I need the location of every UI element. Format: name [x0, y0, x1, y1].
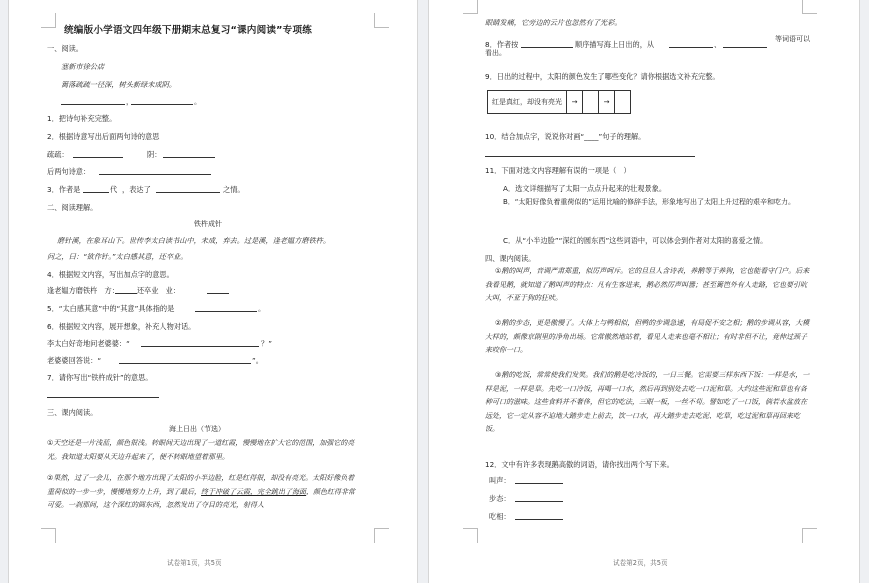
underlined-sentence: 终于冲破了云霞，完全跳出了海面 — [201, 487, 306, 496]
document-page-1: 统编版小学语文四年级下册期末总复习“课内阅读”专项练 一、阅读。 塞新市徐公店 篱落疏疏一径深，树头新绿未成阴。 ， 。 1．把诗句补充完整。 2．根据诗意写出后面两句诗的意思 疏疏： 阴： 后两句诗意： 3．作者是 代 ，表达了 之情。 二、阅读理解。 铁杵成针 磨针溪，在象耳山下。世传李太白读书山中，未成，弃去。过是溪，逢老媪方磨铁杵。 问之，曰：“欲作针。”太白感其意，还卒业。 4．根据短文内容，写出加点字的意思。 逢老媪方磨铁杵 方： 还卒业 业： 5．“太白感其意”中的“其意”具体指的是 。 6．根据短文内容，展开想象，补充人物对话。 李太白好奇地问老婆婆：“ ？” 老婆婆回答说：“ ”。 7．请你写出“铁杵成针”的意思。 三、课内阅读。 海上日出（节选） ①天空还是一片浅蓝，颜色很浅。转眼间天边出现了一道红霞，慢慢地在扩大它的范围，加强它的亮光。我知道太阳要从天边升起来了，便不转眼地望着那里。 ②果然，过了一会儿，在那个地方出现了太阳的小半边脸，红是红得很，却没有亮光。太阳好像负着重荷似的一步一步，慢慢地努力上升，到了最后，终于冲破了云霞，完全跳出了海面，颜色红得非常可爱。一刹那间，这个深红的圆东西，忽然发出了夺目的亮光，射得人 试卷第1页，共5页 — [8, 0, 418, 583]
answer-blank[interactable] — [195, 311, 257, 312]
answer-blank[interactable] — [163, 157, 215, 158]
passage-paragraph: ③鹅的吃饭，常常使我们发笑。我们的鹅是吃冷饭的，一日三餐。它需要三样东西下饭：一样是水，一样是泥，一样是草。先吃一口冷饭，再喝一口水，然后再到别处去吃一口泥和草。大约这些泥和草也有各种可口的滋味。这些食料并不奢侈，但它的吃法，三眼一板，一丝不苟。譬如吃了一口饭，倘若水盆放在远处，它一定从容不迫地大踏步走上前去，饮一口水，再大踏步走去吃泥、吃草，吃过泥和草再回来吃饭。 — [485, 371, 810, 433]
poem-title: 塞新市徐公店 — [61, 62, 105, 71]
section-heading: 二、阅读理解。 — [47, 203, 98, 212]
section-heading: 四、课内阅读。 — [485, 254, 536, 263]
answer-blank[interactable] — [141, 346, 259, 347]
flow-blank[interactable] — [583, 91, 599, 113]
page-footer: 试卷第2页，共5页 — [613, 559, 668, 567]
section-heading: 一、阅读。 — [47, 44, 83, 53]
option-a[interactable]: A．选文详细描写了太阳一点点升起来的壮观景象。 — [503, 184, 667, 193]
answer-blank[interactable] — [485, 156, 695, 157]
question-4: 4．根据短文内容，写出加点字的意思。 — [47, 270, 174, 279]
question-1: 1．把诗句补充完整。 — [47, 114, 117, 123]
answer-blank[interactable] — [61, 104, 125, 105]
answer-blank[interactable] — [119, 363, 251, 364]
question-2: 2．根据诗意写出后面两句诗的意思 — [47, 132, 160, 141]
document-page-2: 眼睛发痛，它旁边的云片也忽然有了光彩。 8．作者按 顺序描写海上日出的，从 、 等词语可以看出。 9．日出的过程中，太阳的颜色发生了哪些变化？请你根据选文补充完整。 红是真红，却没有亮光 → → 10．结合加点字，说说你对画“____”句子的理解。 11．下面对选文内容理解有误的一项是（ ） A．选文详细描写了太阳一点点升起来的壮观景象。 B．“太阳好像负着重荷似的”运用比喻的修辞手法，形象地写出了太阳上升过程的艰辛和吃力。 C．从“小半边脸”“深红的圆东西”这些词语中，可以体会到作者对太阳的喜爱之情。 四、课内阅读。 ①鹅的叫声，音调严肃郑重，似厉声呵斥。它的旦旦人含诗表，养鹅等于养狗，它也能看守门户。后来我看见鹅，就知道了鹅叫声的特点：凡有生客进来，鹅必然厉声叫嚣；甚至篱笆外有人走路，它也要引吭大叫，不亚于狗的狂吠。 ②鹅的步态，更是傲慢了。大体上与鸭相似，但鸭的步调急速，有局促不安之相；鹅的步调从容，大模大样的，颇像京剧里的净角出场。它常傲然地站着，看见人走来也毫不相让；有时非但不让，竟伸过颈子来咬你一口。 ③鹅的吃饭，常常使我们发笑。我们的鹅是吃冷饭的，一日三餐。它需要三样东西下饭：一样是水，一样是泥，一样是草。先吃一口冷饭，再喝一口水，然后再到别处去吃一口泥和草。大约这些泥和草也有各种可口的滋味。这些食料并不奢侈，但它的吃法，三眼一板，一丝不苟。譬如吃了一口饭，倘若水盆放在远处，它一定从容不迫地大踏步走上前去，饮一口水，再大踏步走去吃泥、吃草，吃过泥和草再回来吃饭。 12．文中有许多表现鹅高傲的词语，请你找出两个写下来。 叫声： 步态： 吃相： 试卷第2页，共5页 — [428, 0, 860, 583]
crop-mark — [463, 528, 478, 543]
answer-blank[interactable] — [83, 192, 109, 193]
crop-mark — [802, 528, 817, 543]
crop-mark — [41, 528, 56, 543]
flow-blank[interactable] — [615, 91, 630, 113]
story-text: 问之，曰：“欲作针。”太白感其意，还卒业。 — [47, 252, 188, 261]
flow-start: 红是真红，却没有亮光 — [488, 91, 567, 113]
poem-line: 篱落疏疏一径深，树头新绿未成阴。 — [61, 80, 177, 89]
question-9: 9．日出的过程中，太阳的颜色发生了哪些变化？请你根据选文补充完整。 — [485, 72, 720, 81]
story-title: 铁杵成针 — [194, 220, 222, 228]
question-6: 6．根据短文内容，展开想象，补充人物对话。 — [47, 322, 196, 331]
question-5: 5．“太白感其意”中的“其意”具体指的是 — [47, 304, 175, 313]
passage-title: 海上日出（节选） — [169, 425, 225, 433]
question-11: 11．下面对选文内容理解有误的一项是（ ） — [485, 166, 631, 175]
answer-blank[interactable] — [515, 483, 563, 484]
passage-continuation: 眼睛发痛，它旁边的云片也忽然有了光彩。 — [485, 18, 622, 27]
answer-blank[interactable] — [73, 157, 123, 158]
flow-arrow-icon: → — [567, 91, 583, 113]
crop-mark — [41, 13, 56, 28]
question-12: 12．文中有许多表现鹅高傲的词语，请你找出两个写下来。 — [485, 460, 674, 469]
answer-blank[interactable] — [207, 293, 229, 294]
section-heading: 三、课内阅读。 — [47, 408, 98, 417]
option-b[interactable]: B．“太阳好像负着重荷似的”运用比喻的修辞手法，形象地写出了太阳上升过程的艰辛和吃力。 — [503, 198, 796, 206]
page-footer: 试卷第1页，共5页 — [167, 559, 222, 567]
answer-blank[interactable] — [131, 104, 193, 105]
answer-blank[interactable] — [47, 397, 159, 398]
crop-mark — [802, 0, 817, 14]
option-c[interactable]: C．从“小半边脸”“深红的圆东西”这些词语中，可以体会到作者对太阳的喜爱之情。 — [503, 236, 768, 245]
crop-mark — [374, 13, 389, 28]
flow-diagram — [487, 90, 631, 114]
crop-mark — [374, 528, 389, 543]
answer-blank[interactable] — [515, 501, 563, 502]
passage-paragraph: ②果然，过了一会儿，在那个地方出现了太阳的小半边脸，红是红得很，却没有亮光。太阳好像负着重荷似的一步一步，慢慢地努力上升，到了最后，终于冲破了云霞，完全跳出了海面，颜色红得非常可爱。一刹那间，这个深红的圆东西，忽然发出了夺目的亮光，射得人 — [47, 474, 355, 509]
question-7: 7．请你写出“铁杵成针”的意思。 — [47, 373, 153, 382]
answer-blank[interactable] — [115, 293, 137, 294]
passage-paragraph: ①鹅的叫声，音调严肃郑重，似厉声呵斥。它的旦旦人含诗表，养鹅等于养狗，它也能看守门户。后来我看见鹅，就知道了鹅叫声的特点：凡有生客进来，鹅必然厉声叫嚣；甚至篱笆外有人走路，它也要引吭大叫，不亚于狗的狂吠。 — [485, 267, 810, 302]
answer-blank[interactable] — [515, 519, 563, 520]
flow-arrow-icon: → — [599, 91, 615, 113]
passage-paragraph: ①天空还是一片浅蓝，颜色很浅。转眼间天边出现了一道红霞，慢慢地在扩大它的范围，加强它的亮光。我知道太阳要从天边升起来了，便不转眼地望着那里。 — [47, 439, 355, 461]
story-text: 磨针溪，在象耳山下。世传李太白读书山中，未成，弃去。过是溪，逢老媪方磨铁杵。 — [57, 236, 331, 245]
crop-mark — [463, 0, 478, 14]
question-10: 10．结合加点字，说说你对画“____”句子的理解。 — [485, 132, 646, 141]
question-8: 8．作者按 — [485, 40, 519, 49]
question-3: 3．作者是 — [47, 185, 81, 194]
passage-paragraph: ②鹅的步态，更是傲慢了。大体上与鸭相似，但鸭的步调急速，有局促不安之相；鹅的步调从容，大模大样的，颇像京剧里的净角出场。它常傲然地站着，看见人走来也毫不相让；有时非但不让，竟伸过颈子来咬你一口。 — [485, 319, 810, 354]
answer-blank[interactable] — [99, 174, 211, 175]
document-title: 统编版小学语文四年级下册期末总复习“课内阅读”专项练 — [64, 25, 313, 36]
answer-blank[interactable] — [156, 192, 220, 193]
